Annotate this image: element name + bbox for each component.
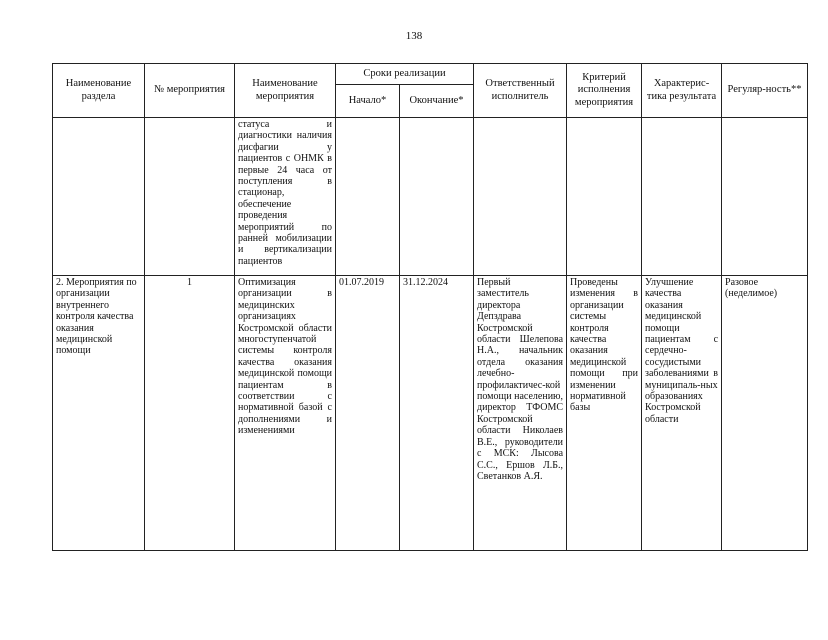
activities-table (52, 63, 808, 551)
cell-result (642, 118, 722, 276)
cell-number (145, 118, 235, 276)
header-responsible: Ответственный исполнитель (474, 64, 567, 118)
header-terms: Сроки реализации (336, 64, 474, 85)
table-row (53, 118, 808, 276)
cell-number: 1 (145, 276, 235, 551)
header-row (53, 64, 808, 85)
cell-criterion (567, 118, 642, 276)
cell-responsible (474, 118, 567, 276)
cell-result: Улучшение качества оказания медицинской помощи пациентам с сердечно-сосудистыми заболеваниями в муниципаль-ных образованиях Костромской области (642, 276, 722, 551)
cell-section (53, 118, 145, 276)
cell-regularity: Разовое (неделимое) (722, 276, 808, 551)
cell-regularity (722, 118, 808, 276)
header-criterion: Критерий исполнения мероприятия (567, 64, 642, 118)
table-row (53, 276, 808, 551)
header-number: № мероприятия (145, 64, 235, 118)
header-event-name: Наименование мероприятия (235, 64, 336, 118)
header-end: Окончание* (400, 85, 474, 118)
header-result: Характерис-тика результата (642, 64, 722, 118)
page-number: 138 (405, 30, 423, 42)
header-start: Начало* (336, 85, 400, 118)
cell-criterion: Проведены изменения в организации системы контроля качества оказания медицинской помощи при изменении нормативной базы (567, 276, 642, 551)
cell-end (400, 118, 474, 276)
cell-start: 01.07.2019 (336, 276, 400, 551)
cell-event-name: Оптимизация организации в медицинских организациях Костромской области многоступенчатой системы контроля качества оказания медицинской помощи пациентам в соответствии с нормативной базой с дополнениями и изменениями (235, 276, 336, 551)
cell-end: 31.12.2024 (400, 276, 474, 551)
cell-section: 2. Мероприятия по организации внутреннего контроля качества оказания медицинской помощи (53, 276, 145, 551)
header-section: Наименование раздела (53, 64, 145, 118)
header-regularity: Регуляр-ность** (722, 64, 808, 118)
cell-responsible: Первый заместитель директора Депздрава Костромской области Шелепова Н.А., начальник отдела оказания лечебно-профилактичес-кой помощи населению, директор ТФОМС Костромской области Николаев В.Е., руководители с МСК: Лысова С.С., Ершов Л.Б., Светанков А.Я. (474, 276, 567, 551)
cell-start (336, 118, 400, 276)
cell-event-name: статуса и диагностики наличия дисфагии у пациентов с ОНМК в первые 24 часа от поступления в стационар, обеспечение проведения мероприятий по ранней мобилизации и вертикализации пациентов (235, 118, 336, 276)
